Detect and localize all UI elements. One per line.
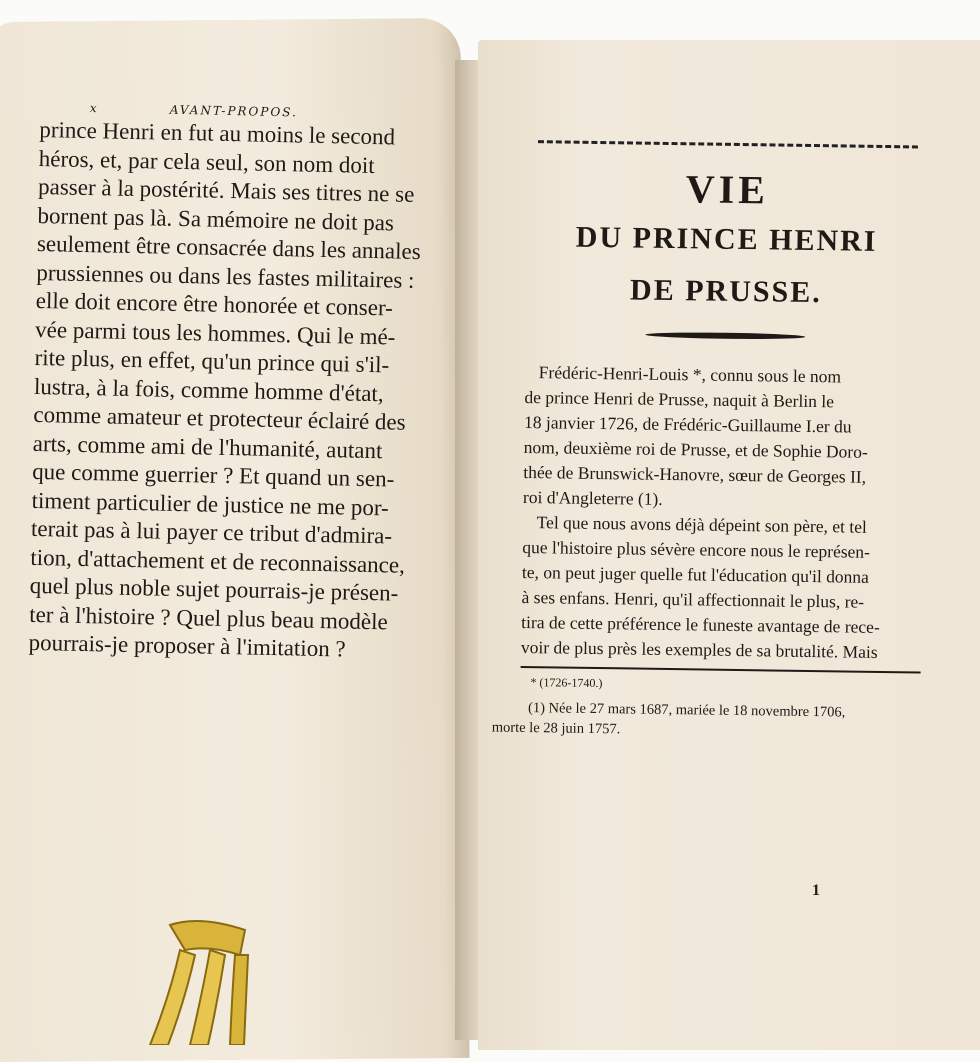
text-line: vée parmi tous les hommes. Qui le mé- — [34, 316, 396, 349]
text-line: terait pas à lui payer ce tribut d'admira- — [30, 515, 393, 549]
text-line: prussiennes ou dans les fastes militaires : — [36, 259, 415, 293]
text-line: quel plus noble sujet pourrais-je présen- — [29, 572, 399, 606]
text-line: tira de cette préférence le funeste avantage de rece- — [521, 611, 880, 637]
right-page-text — [491, 140, 928, 744]
text-line: 18 janvier 1726, de Frédéric-Guillaume I.er du — [523, 411, 852, 437]
text-line: Tel que nous avons déjà dépeint son père, et tel — [536, 512, 867, 537]
text-line: que comme guerrier ? Et quand un sen- — [31, 458, 395, 492]
text-line: passer à la postérité. Mais ses titres ne se — [37, 173, 415, 207]
signature-mark: 1 — [812, 882, 820, 899]
left-page-text — [28, 100, 460, 666]
text-line: que l'histoire plus sévère encore nous le représen- — [522, 536, 871, 562]
text-line: te, on peut juger quelle fut l'éducation qu'il donna — [521, 561, 870, 587]
text-line: à ses enfans. Henri, qu'il affectionnait le plus, re- — [521, 586, 865, 612]
text-line: lustra, à la fois, comme homme d'état, — [33, 373, 384, 406]
text-line: comme amateur et protecteur éclairé des — [33, 401, 406, 435]
chapter-title: VIE — [685, 166, 770, 213]
text-line: de prince Henri de Prusse, naquit à Berlin le — [524, 386, 835, 412]
text-line: roi d'Angleterre (1). — [522, 486, 663, 509]
text-line: thée de Brunswick-Hanovre, sœur de Georges II, — [523, 461, 867, 487]
text-line: nom, deuxième roi de Prusse, et de Sophie Doro- — [523, 436, 868, 462]
chapter-title-line-2: DU PRINCE HENRI — [575, 220, 878, 258]
text-line: prince Henri en fut au moins le second — [39, 116, 396, 150]
text-line: voir de plus près les exemples de sa brutalité. Mais — [520, 636, 878, 662]
text-line: elle doit encore être honorée et conser- — [35, 287, 394, 321]
text-line: ter à l'histoire ? Quel plus beau modèle — [28, 601, 389, 634]
running-head: AVANT-PROPOS. — [169, 102, 299, 120]
text-line: arts, comme ami de l'humanité, autant — [32, 430, 383, 463]
chapter-title-line-3: DE PRUSSE. — [629, 273, 822, 310]
text-line: timent particulier de justice ne me por- — [31, 487, 389, 520]
footnote-1-line-1: (1) Née le 27 mars 1687, mariée le 18 novembre 1706, — [527, 700, 846, 721]
brass-page-clip — [140, 915, 260, 1045]
text-line: seulement être consacrée dans les annales — [36, 230, 421, 265]
text-line: rite plus, en effet, qu'un prince qui s'il- — [34, 344, 390, 378]
footnote-1-line-2: morte le 28 juin 1757. — [491, 719, 621, 738]
text-line: tion, d'attachement et de reconnaissance, — [30, 544, 406, 578]
footnote-star: * (1726-1740.) — [530, 675, 603, 691]
page-number: x — [89, 101, 99, 116]
text-line: pourrais-je proposer à l'imitation ? — [28, 629, 346, 662]
ornamental-rule — [645, 332, 805, 340]
text-line: Frédéric-Henri-Louis *, connu sous le nom — [538, 362, 842, 387]
text-line: bornent pas là. Sa mémoire ne doit pas — [37, 202, 395, 235]
text-line: héros, et, par cela seul, son nom doit — [38, 145, 375, 178]
